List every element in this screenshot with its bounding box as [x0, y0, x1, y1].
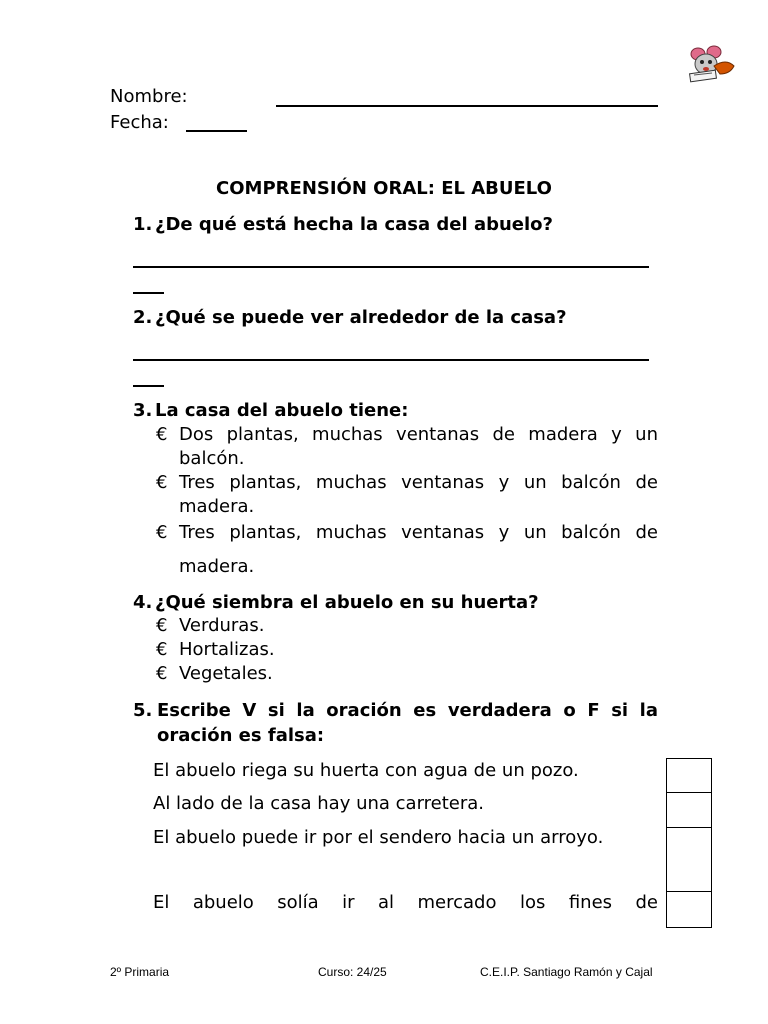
- option-text: Dos plantas, muchas ventanas de madera y un balcón.: [179, 424, 658, 469]
- question-5-text: Escribe V si la oración es verdadera o F si la oración es falsa:: [157, 700, 658, 746]
- question-3-text: La casa del abuelo tiene:: [155, 400, 409, 421]
- option-text: Vegetales.: [179, 663, 273, 684]
- answer-line-2-end[interactable]: [133, 385, 164, 387]
- checkbox-icon[interactable]: €: [156, 663, 168, 684]
- question-5-number: 5.: [133, 700, 153, 721]
- answer-line-2[interactable]: [133, 359, 649, 361]
- footer-course: Curso: 24/25: [318, 965, 387, 979]
- option-text: Tres plantas, muchas ventanas y un balcón de madera.: [179, 522, 658, 577]
- checkbox-icon[interactable]: €: [156, 522, 168, 543]
- question-4-option-2[interactable]: [156, 638, 658, 662]
- question-1-text: ¿De qué está hecha la casa del abuelo?: [155, 214, 553, 235]
- answer-line-1-end[interactable]: [133, 292, 164, 294]
- question-3-number: 3.: [133, 400, 153, 421]
- question-2-number: 2.: [133, 307, 153, 328]
- option-text: Verduras.: [179, 615, 265, 636]
- name-line[interactable]: [276, 105, 658, 107]
- question-3-option-2[interactable]: [156, 471, 658, 519]
- checkbox-icon[interactable]: €: [156, 424, 168, 445]
- question-2-text: ¿Qué se puede ver alrededor de la casa?: [155, 307, 567, 328]
- statement-3: El abuelo puede ir por el sendero hacia un arroyo.: [153, 827, 604, 848]
- date-line[interactable]: [186, 130, 247, 132]
- answer-box-4[interactable]: [666, 891, 712, 928]
- statement-2: Al lado de la casa hay una carretera.: [153, 793, 485, 814]
- answer-box-3[interactable]: [666, 827, 712, 892]
- checkbox-icon[interactable]: €: [156, 639, 168, 660]
- statement-1: El abuelo riega su huerta con agua de un pozo.: [153, 760, 579, 781]
- mouse-logo-icon: [686, 44, 738, 84]
- question-3-option-1[interactable]: [156, 423, 658, 471]
- date-label: Fecha:: [110, 112, 169, 133]
- answer-box-1[interactable]: [666, 758, 712, 793]
- question-2: [133, 305, 658, 330]
- question-4: [133, 590, 658, 615]
- question-1-number: 1.: [133, 214, 153, 235]
- checkbox-icon[interactable]: €: [156, 615, 168, 636]
- question-4-option-3[interactable]: [156, 662, 658, 686]
- checkbox-icon[interactable]: €: [156, 472, 168, 493]
- footer-school: C.E.I.P. Santiago Ramón y Cajal: [480, 965, 653, 979]
- option-text: Tres plantas, muchas ventanas y un balcón de madera.: [179, 472, 658, 517]
- question-3: [133, 398, 658, 423]
- question-4-text: ¿Qué siembra el abuelo en su huerta?: [155, 592, 539, 613]
- page-title: COMPRENSIÓN ORAL: EL ABUELO: [216, 178, 552, 199]
- question-4-option-1[interactable]: [156, 614, 658, 638]
- answer-line-1[interactable]: [133, 266, 649, 268]
- name-label: Nombre:: [110, 86, 188, 107]
- question-1: [133, 212, 658, 237]
- option-text: Hortalizas.: [179, 639, 275, 660]
- question-5: [133, 698, 658, 748]
- footer-grade: 2º Primaria: [110, 965, 170, 979]
- question-4-number: 4.: [133, 592, 153, 613]
- answer-box-2[interactable]: [666, 792, 712, 828]
- question-3-option-3[interactable]: [156, 516, 658, 584]
- statement-4: El abuelo solía ir al mercado los fines de: [153, 892, 658, 913]
